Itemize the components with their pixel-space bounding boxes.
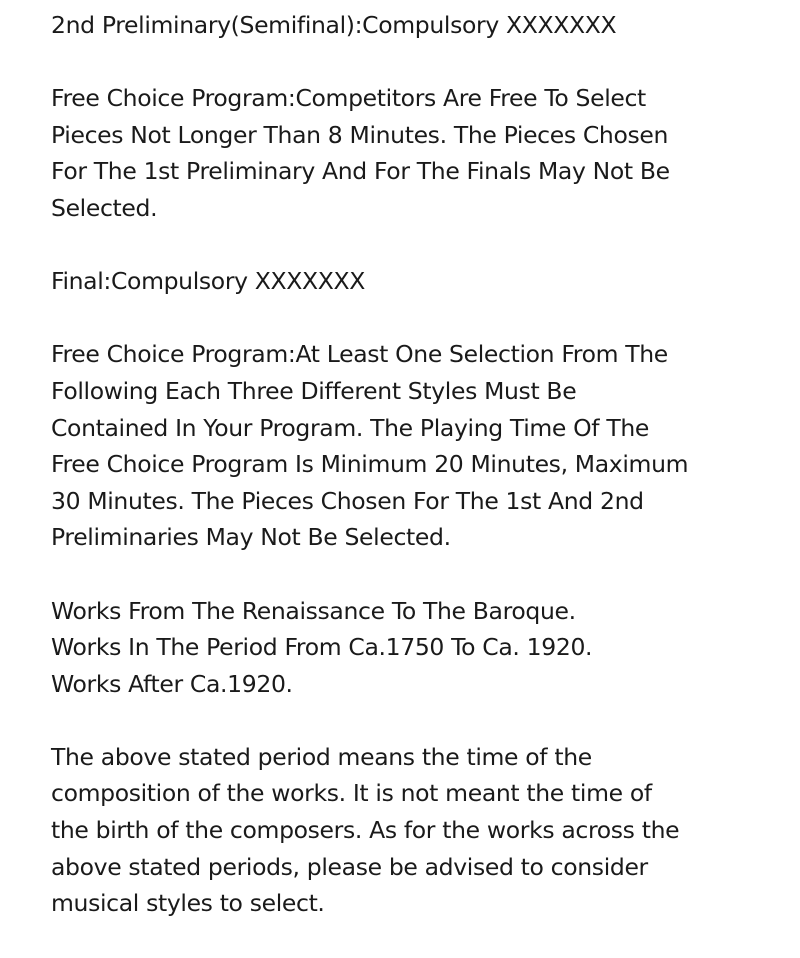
document-body <box>51 7 791 958</box>
period-note-paragraph <box>51 739 791 922</box>
final-heading <box>51 263 791 300</box>
style-item: Works From The Renaissance To The Baroque. <box>51 596 576 625</box>
paragraph-line: Free Choice Program:Competitors Are Free To Select <box>51 84 646 113</box>
semifinal-free-choice-paragraph <box>51 80 791 226</box>
semifinal-heading <box>51 7 791 44</box>
paragraph-line: Contained In Your Program. The Playing Time Of The <box>51 413 650 442</box>
paragraph-line: Free Choice Program:At Least One Selection From The <box>51 340 668 369</box>
semifinal-heading-text: 2nd Preliminary(Semifinal):Compulsory XXXXXXX <box>51 11 617 39</box>
paragraph-line: composition of the works. It is not meant the time of <box>51 779 652 808</box>
style-item: Works In The Period From Ca.1750 To Ca. 1920. <box>51 633 593 662</box>
paragraph-line: The above stated period means the time of the <box>51 742 592 771</box>
paragraph-line: musical styles to select. <box>51 889 325 918</box>
paragraph-line: above stated periods, please be advised to consider <box>51 852 648 881</box>
paragraph-line: 30 Minutes. The Pieces Chosen For The 1st And 2nd <box>51 486 644 515</box>
final-free-choice-paragraph <box>51 336 791 556</box>
paragraph-line: Selected. <box>51 193 158 222</box>
final-heading-text: Final:Compulsory XXXXXXX <box>51 267 366 296</box>
paragraph-line: Following Each Three Different Styles Must Be <box>51 376 577 405</box>
paragraph-line: Free Choice Program Is Minimum 20 Minutes, Maximum <box>51 450 689 479</box>
paragraph-line: Pieces Not Longer Than 8 Minutes. The Pieces Chosen <box>51 120 669 149</box>
paragraph-line: For The 1st Preliminary And For The Finals May Not Be <box>51 157 670 186</box>
style-item: Works After Ca.1920. <box>51 669 293 698</box>
paragraph-line: the birth of the composers. As for the works across the <box>51 816 680 845</box>
styles-list <box>51 593 791 703</box>
paragraph-line: Preliminaries May Not Be Selected. <box>51 523 451 552</box>
